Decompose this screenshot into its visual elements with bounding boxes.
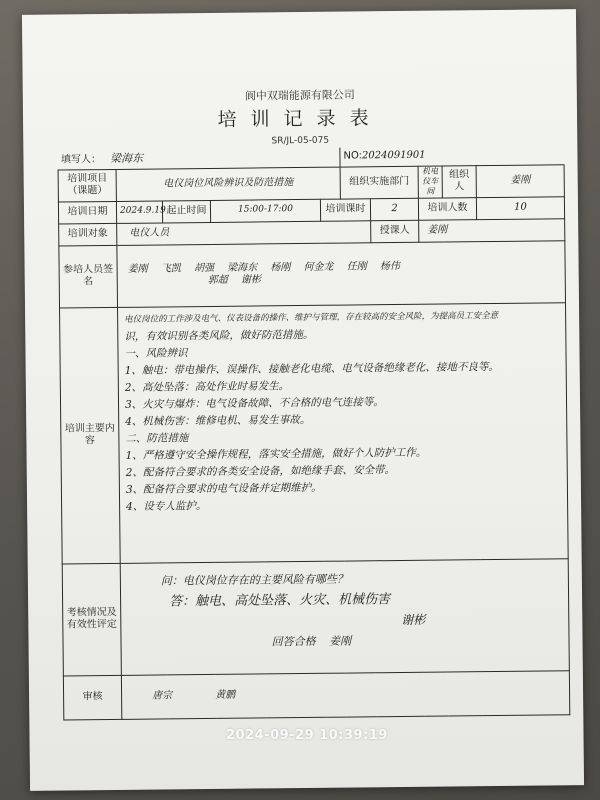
content-line: 4、机械伤害：维修电机、易发生事故。 (125, 413, 311, 428)
content-line: 2、配备符合要求的各类安全设备，如绝缘手套、安全带。 (125, 463, 395, 479)
content-line: 1、严格遵守安全操作规程，落实安全措施，做好个人防护工作。 (125, 446, 427, 462)
training-record-table (57, 145, 570, 720)
trainer-value: 姜刚 (419, 218, 565, 242)
project-value: 电仪岗位风险辨识及防范措施 (116, 167, 340, 201)
content-line: 二、防范措施 (125, 431, 189, 445)
dept-label: 组织实施部门 (340, 166, 418, 199)
time-label: 起止时间 (162, 200, 210, 223)
content-line: 电仪岗位的工作涉及电气、仪表设备的操作、维护与管理，存在较高的安全风险，为提高员工安全意 (124, 310, 499, 325)
assessment-signature: 姜刚 (328, 634, 352, 648)
no-value: 2024091901 (361, 149, 426, 162)
filler-label: 填写人： (60, 154, 102, 166)
content-line: 1、触电：带电操作、误操作、接触老化电缆、电气设备绝缘老化、接地不良等。 (124, 360, 499, 377)
assessment-row (62, 558, 569, 675)
content-area (118, 302, 569, 563)
date-label: 培训日期 (58, 201, 116, 224)
filler-value: 梁海东 (110, 151, 144, 166)
participants-signatures-1: 姜刚 飞凯 胡强 梁海东 杨刚 何金龙 任刚 杨伟 (127, 260, 400, 275)
document-title: 培训记录表 (217, 107, 383, 131)
timestamp-watermark: 2024-09-29 10:39:19 (226, 728, 388, 743)
company-name: 阆中双瑞能源有限公司 (244, 88, 355, 103)
content-line: 识，有效识别各类风险，做好防范措施。 (124, 328, 314, 343)
review-row (63, 670, 569, 719)
assessment-result: 回答合格 (271, 634, 316, 648)
assessment-label: 考核情况及有效性评定 (62, 563, 121, 676)
document-code: SR/JL-05-075 (271, 135, 330, 147)
document-sheet (22, 9, 584, 791)
organizer-label: 组织人 (442, 165, 476, 197)
project-row (58, 164, 564, 201)
content-line: 2、高处坠落：高处作业时易发生。 (124, 379, 290, 394)
audience-value: 电仪人员 (117, 220, 371, 245)
count-label: 培训人数 (418, 197, 476, 220)
review-signature-1: 唐宗 (152, 690, 173, 702)
content-line: 4、设专人监护。 (126, 499, 207, 513)
review-signature-2: 黄鹏 (215, 689, 236, 701)
dept-value: 机电仪车间 (418, 166, 442, 198)
assessment-question: 问：电仪岗位存在的主要风险有哪些？ (160, 572, 348, 587)
content-line: 3、火灾与爆炸：电气设备故障、不合格的电气连接等。 (124, 395, 384, 411)
content-line: 3、配备符合要求的电气设备并定期维护。 (125, 481, 322, 496)
participants-row (59, 240, 566, 307)
participants-signatures-2: 郭超 谢彬 (207, 274, 261, 286)
project-label: 培训项目（课题） (58, 169, 116, 202)
count-value: 10 (476, 196, 564, 219)
review-label: 审核 (63, 675, 121, 720)
date-value: 2024.9.19 (116, 200, 162, 222)
participants-label: 参培人员签名 (59, 245, 118, 308)
no-label: NO: (343, 150, 363, 162)
assessment-answer-signature: 谢彬 (401, 612, 426, 627)
content-label: 培训主要内容 (60, 307, 121, 564)
assessment-answer: 答：触电、高处坠落、火灾、机械伤害 (169, 591, 391, 609)
hours-value: 2 (370, 198, 418, 221)
content-line: 一、风险辨识 (124, 346, 188, 360)
hours-label: 培训课时 (320, 198, 370, 221)
content-row (60, 302, 569, 563)
time-value: 15:00-17:00 (210, 199, 320, 222)
organizer-value: 姜刚 (476, 164, 564, 197)
trainer-label: 授课人 (371, 220, 419, 243)
audience-label: 培训对象 (59, 223, 117, 246)
